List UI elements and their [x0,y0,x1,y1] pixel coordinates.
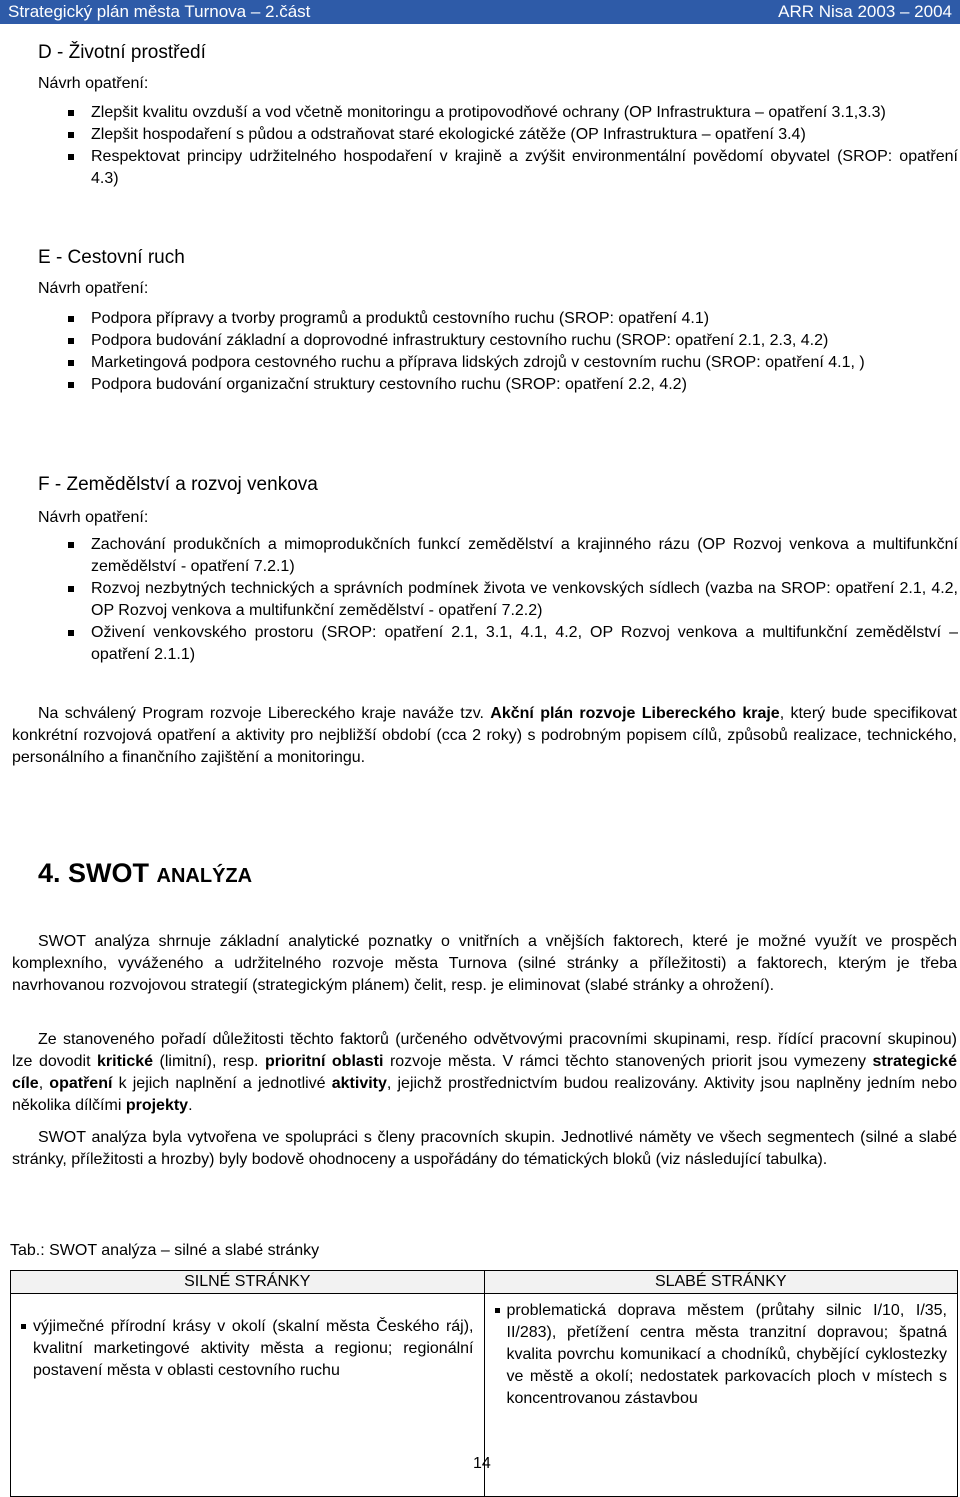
swot-heading [38,858,252,889]
section-d-list [68,102,958,190]
list-item: Podpora přípravy a tvorby programů a produktů cestovního ruchu (SROP: opatření 4.1) [68,308,958,330]
list-item: výjimečné přírodní krásy v okolí (skalní města Českého ráj), kvalitní marketingové aktivity města a regionu; regionální postavení města v oblasti cestovního ruchu [21,1316,474,1382]
bold-term: strategické cíle [12,1053,957,1092]
table-caption: Tab.: SWOT analýza – silné a slabé stránky [10,1242,320,1259]
paragraph-text: rozvoje města. V rámci těchto stanovených priorit jsou vymezeny [383,1053,873,1070]
paragraph-text: Ze stanoveného pořadí důležitosti těchto faktorů (určeného odvětvovými pracovními skupinami, resp. řídící pracovní skupinou) lze dovodit [12,1031,957,1070]
section-e-title: E - Cestovní ruch [38,247,185,268]
list-item: Rozvoj nezbytných technických a správních podmínek života ve venkovských sídlech (vazba na SROP: opatření 2.1, 4.2, OP Rozvoj venkova a multifunkční zemědělství - opatření 7.2.2) [68,578,958,622]
list-item: Zachování produkčních a mimoprodukčních funkcí zemědělství a krajinného rázu (OP Rozvoj venkova a multifunkční zemědělství - opatření 7.2.1) [68,534,958,578]
weaknesses-cell [484,1294,958,1497]
list-item: Marketingová podpora cestovného ruchu a příprava lidských zdrojů v cestovním ruchu (SROP: opatření 4.1, ) [68,352,958,374]
list-item: Respektovat principy udržitelného hospodaření v krajině a zvýšit environmentální povědomí obyvatel (SROP: opatření 4.3) [68,146,958,190]
header-org: ARR Nisa 2003 – 2004 [778,2,952,21]
section-d-title: D - Životní prostředí [38,42,206,63]
section-e-label: Návrh opatření: [38,280,149,297]
list-item: Zlepšit kvalitu ovzduší a vod včetně monitoringu a protipovodňové ochrany (OP Infrastruktura – opatření 3.1,3.3) [68,102,958,124]
section-f-title: F - Zemědělství a rozvoj venkova [38,474,318,495]
bold-term: aktivity [331,1075,387,1092]
list-item: Podpora budování organizační struktury cestovního ruchu (SROP: opatření 2.2, 4.2) [68,374,958,396]
swot-paragraph-2 [12,1029,957,1117]
swot-heading-number: 4. SWOT [38,858,157,888]
action-plan-name: Akční plán rozvoje Libereckého kraje [490,705,780,722]
page-header [0,0,960,24]
swot-heading-word: ANALÝZA [156,865,253,887]
list-item: Oživení venkovského prostoru (SROP: opatření 2.1, 3.1, 4.1, 4.2, OP Rozvoj venkova a multifunkční zemědělství – opatření 2.1.1) [68,622,958,666]
paragraph-text: , [38,1075,50,1092]
section-e-list [68,308,958,396]
swot-paragraph-3 [12,1127,957,1171]
page-number: 14 [473,1455,491,1472]
paragraph-text: , který bude specifikovat konkrétní rozvojová opatření a aktivity pro nejbližší období (cca 2 roky) s podrobným popisem cílů, způsobů realizace, technického, personálního a finančního zajištění a monitoringu. [12,705,958,766]
bold-term: prioritní oblasti [264,1053,384,1070]
section-f-label: Návrh opatření: [38,509,149,526]
strengths-header: SILNÉ STRÁNKY [11,1271,485,1294]
paragraph-text: . [188,1097,193,1114]
action-plan-paragraph [12,703,957,769]
paragraph-text: (limitní), resp. [153,1053,265,1070]
paragraph-text: SWOT analýza byla vytvořena ve spolupráci s členy pracovních skupin. Jednotlivé náměty ve všech segmentech (silné a slabé stránky, příležitosti a hrozby) byly bodově ohodnoceny a uspořádány do tématických bloků (viz následující tabulka). [12,1129,957,1168]
weaknesses-header: SLABÉ STRÁNKY [484,1271,958,1294]
bold-term: kritické [97,1053,154,1070]
section-f-list [68,534,958,666]
list-item: problematická doprava městem (průtahy silnic I/10, I/35, II/283), přetížení centra města tranzitní dopravou; špatná kvalita povrchu komunikací a chodníků, chybějící cyklostezky ve městě a okolí; nedostatek parkovacích ploch v místech s koncentrovanou zástavbou [495,1300,948,1410]
paragraph-text: , jejichž prostřednictvím budou realizovány. Aktivity jsou naplněny jedním nebo několika dílčími [12,1075,957,1114]
paragraph-text: Na schválený Program rozvoje Libereckého kraje naváže tzv. [38,705,491,722]
swot-paragraph-1 [12,931,957,997]
list-item: Podpora budování základní a doprovodné infrastruktury cestovního ruchu (SROP: opatření 2.1, 2.3, 4.2) [68,330,958,352]
bold-term: opatření [49,1075,113,1092]
list-item: Zlepšit hospodaření s půdou a odstraňovat staré ekologické zátěže (OP Infrastruktura – opatření 3.4) [68,124,958,146]
header-title: Strategický plán města Turnova – 2.část [8,2,311,21]
strengths-cell [11,1294,485,1497]
paragraph-text: SWOT analýza shrnuje základní analytické poznatky o vnitřních a vnějších faktorech, které je možné využít ve prospěch komplexního, vyváženého a udržitelného rozvoje města Turnova (silné stránky a příležitosti) a faktorech, kterým je třeba navrhovanou rozvojovou strategií (strategickým plánem) čelit, resp. je eliminovat (slabé stránky a ohrožení). [12,933,957,994]
bold-term: projekty [125,1097,189,1114]
paragraph-text: k jejich naplnění a jednotlivé [112,1075,332,1092]
section-d-label: Návrh opatření: [38,75,149,92]
